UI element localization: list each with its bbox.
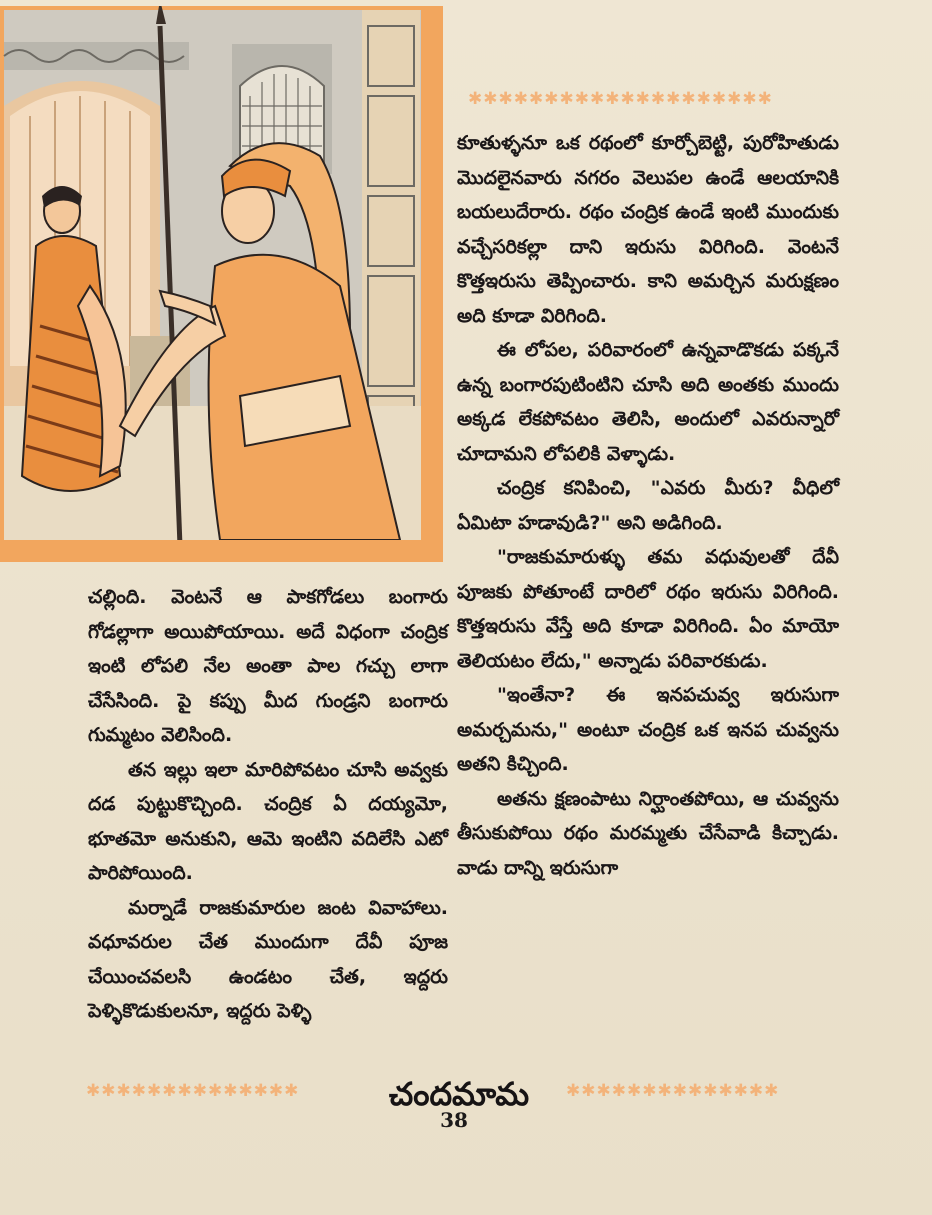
paragraph: అతను క్షణంపాటు నిర్ఘాంతపోయి, ఆ చువ్వను తీసుకుపోయి రథం మరమ్మతు చేసేవాడి కిచ్చాడు. వాడు దాన్ని ఇరుసుగా [457, 787, 839, 879]
top-ornament-strip [468, 88, 838, 110]
page-number: 38 [440, 1108, 468, 1132]
story-illustration [0, 6, 443, 562]
star-ornament-icon: ✱✱✱✱✱✱✱✱✱✱✱✱✱✱✱✱✱✱✱✱ [468, 89, 773, 109]
star-ornament-icon: ✱✱✱✱✱✱✱✱✱✱✱✱✱✱ [86, 1081, 300, 1101]
footer-ornament-right [566, 1080, 838, 1102]
paragraph: "రాజకుమారుళ్ళు తమ వధువులతో దేవీ పూజకు పోతూంటే దారిలో రథం ఇరుసు విరిగింది. కొత్తఇరుసు వేస్తే అది కూడా విరిగింది. ఏం మాయో తెలియటం లేదు," అన్నాడు పరివారకుడు. [457, 546, 839, 672]
paragraph: కూతుళ్ళనూ ఒక రథంలో కూర్చోబెట్టి, పురోహితుడు మొదలైనవారు నగరం వెలుపల ఉండే ఆలయానికి బయలుదేరారు. రథం చంద్రిక ఉండే ఇంటి ముందుకు వచ్చేసరికల్లా దాని ఇరుసు విరిగింది. వెంటనే కొత్తఇరుసు తెప్పించారు. కాని అమర్చిన మరుక్షణం అది కూడా విరిగింది. [457, 132, 839, 327]
magazine-title: చందమామ [388, 1075, 530, 1113]
paragraph: ఈ లోపల, పరివారంలో ఉన్నవాడొకడు పక్కనే ఉన్న బంగారపుటింటిని చూసి అది అంతకు ముందు అక్కడ లేకపోవటం తెలిసి, అందులో ఎవరున్నారో చూదామని లోపలికి వెళ్ళాడు. [457, 339, 839, 465]
footer-ornament-left [86, 1080, 354, 1102]
paragraph: తన ఇల్లు ఇలా మారిపోవటం చూసి అవ్వకు దడ పుట్టుకొచ్చింది. చంద్రిక ఏ దయ్యమో, భూతమో అనుకుని, ఆమె ఇంటిని వదిలేసి ఎటో పారిపోయింది. [88, 758, 448, 884]
illustration-icon [0, 6, 443, 562]
paragraph: చంద్రిక కనిపించి, "ఎవరు మీరు? వీధిలో ఏమిటా హడావుడి?" అని అడిగింది. [457, 477, 839, 534]
paragraph: చల్లింది. వెంటనే ఆ పాకగోడలు బంగారు గోడల్లాగా అయిపోయాయి. అదే విధంగా చంద్రిక ఇంటి లోపలి నేల అంతా పాల గచ్చు లాగా చేసేసింది. పై కప్పు మీద గుండ్రని బంగారు గుమ్మటం వెలిసింది. [88, 586, 448, 746]
paragraph: మర్నాడే రాజకుమారుల జంట వివాహాలు. వధూవరుల చేత ముందుగా దేవీ పూజ చేయించవలసి ఉండటం చేత, ఇద్దరు పెళ్ళికొడుకులనూ, ఇద్దరు పెళ్ళి [88, 896, 448, 1022]
left-text-column [88, 580, 448, 1029]
paragraph: "ఇంతేనా? ఈ ఇనపచువ్వ ఇరుసుగా అమర్చమను," అంటూ చంద్రిక ఒక ఇనప చువ్వను అతని కిచ్చింది. [457, 684, 839, 775]
right-text-column [457, 126, 839, 885]
star-ornament-icon: ✱✱✱✱✱✱✱✱✱✱✱✱✱✱ [566, 1081, 780, 1101]
